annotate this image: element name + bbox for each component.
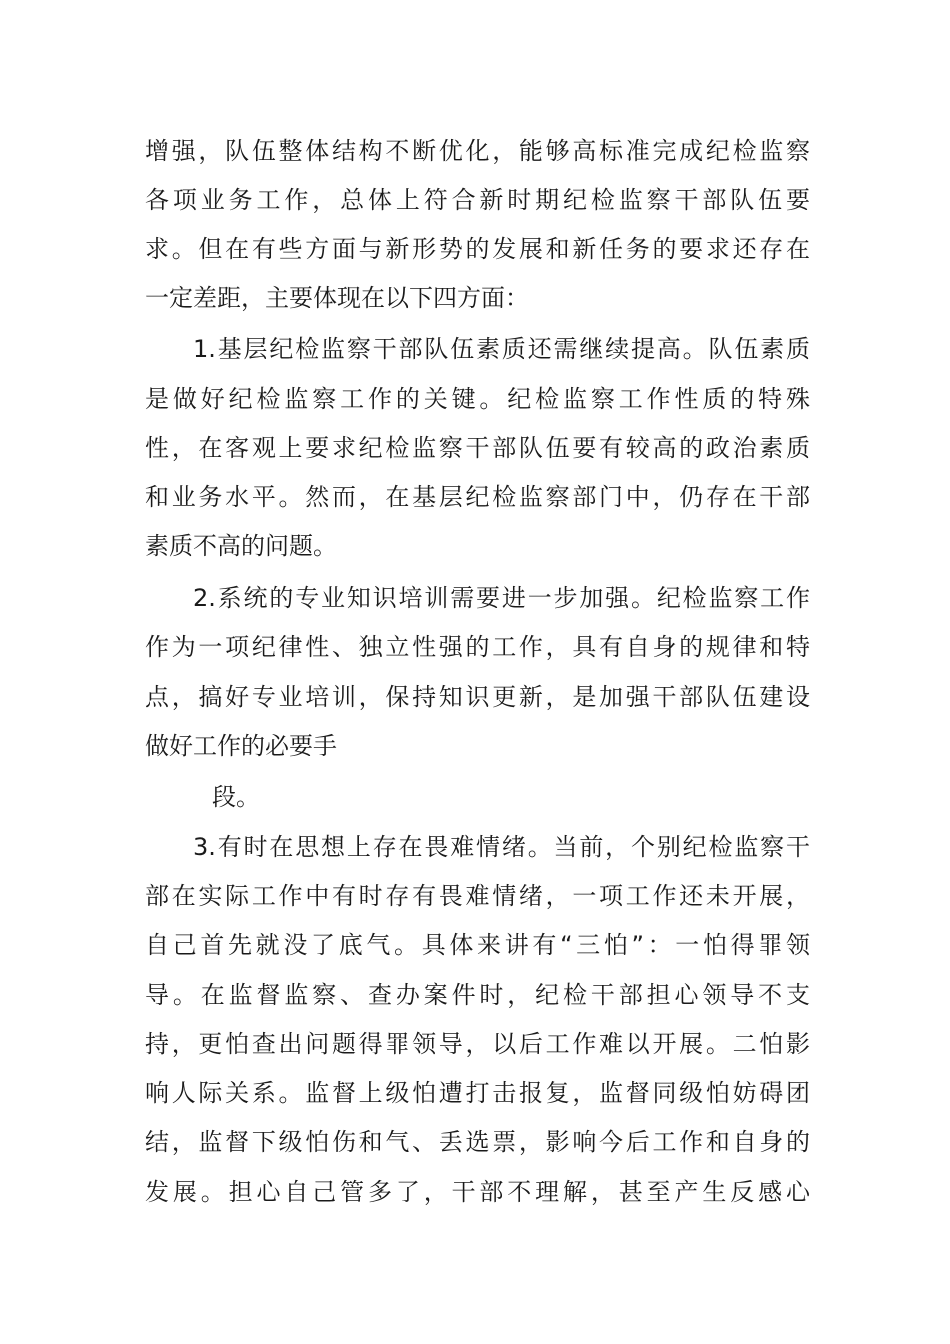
text-line: 增强，队伍整体结构不断优化，能够高标准完成纪检监察: [145, 137, 810, 165]
text-line: 性，在客观上要求纪检监察干部队伍要有较高的政治素质: [145, 434, 810, 462]
text-line: 部在实际工作中有时存有畏难情绪，一项工作还未开展，: [145, 882, 810, 910]
text-line: 各项业务工作，总体上符合新时期纪检监察干部队伍要: [145, 186, 810, 214]
text-line: 自己首先就没了底气。具体来讲有“三怕”：一怕得罪领: [145, 931, 810, 959]
text-line: 素质不高的问题。: [145, 532, 337, 560]
text-line: 段。: [212, 783, 260, 811]
text-line: 和业务水平。然而，在基层纪检监察部门中，仍存在干部: [145, 483, 810, 511]
text-line: 响人际关系。监督上级怕遭打击报复，监督同级怕妨碍团: [145, 1079, 810, 1107]
text-line: 点，搞好专业培训，保持知识更新，是加强干部队伍建设: [145, 683, 810, 711]
text-line: 发展。担心自己管多了，干部不理解，甚至产生反感心: [145, 1178, 810, 1206]
text-line: 一定差距，主要体现在以下四方面：: [145, 284, 529, 312]
text-line: 做好工作的必要手: [145, 732, 337, 760]
text-line: 结，监督下级怕伤和气、丢选票，影响今后工作和自身的: [145, 1128, 810, 1156]
text-line: 导。在监督监察、查办案件时，纪检干部担心领导不支: [145, 981, 810, 1009]
text-line: 持，更怕查出问题得罪领导，以后工作难以开展。二怕影: [145, 1030, 810, 1058]
paragraph-heading-3: 3.有时在思想上存在畏难情绪。当前，个别纪检监察干: [193, 833, 810, 861]
paragraph-heading-1: 1.基层纪检监察干部队伍素质还需继续提高。队伍素质: [193, 335, 810, 363]
text-line: 求。但在有些方面与新形势的发展和新任务的要求还存在: [145, 235, 810, 263]
paragraph-heading-2: 2.系统的专业知识培训需要进一步加强。纪检监察工作: [193, 584, 810, 612]
text-line: 是做好纪检监察工作的关键。纪检监察工作性质的特殊: [145, 385, 810, 413]
text-line: 作为一项纪律性、独立性强的工作，具有自身的规律和特: [145, 633, 810, 661]
